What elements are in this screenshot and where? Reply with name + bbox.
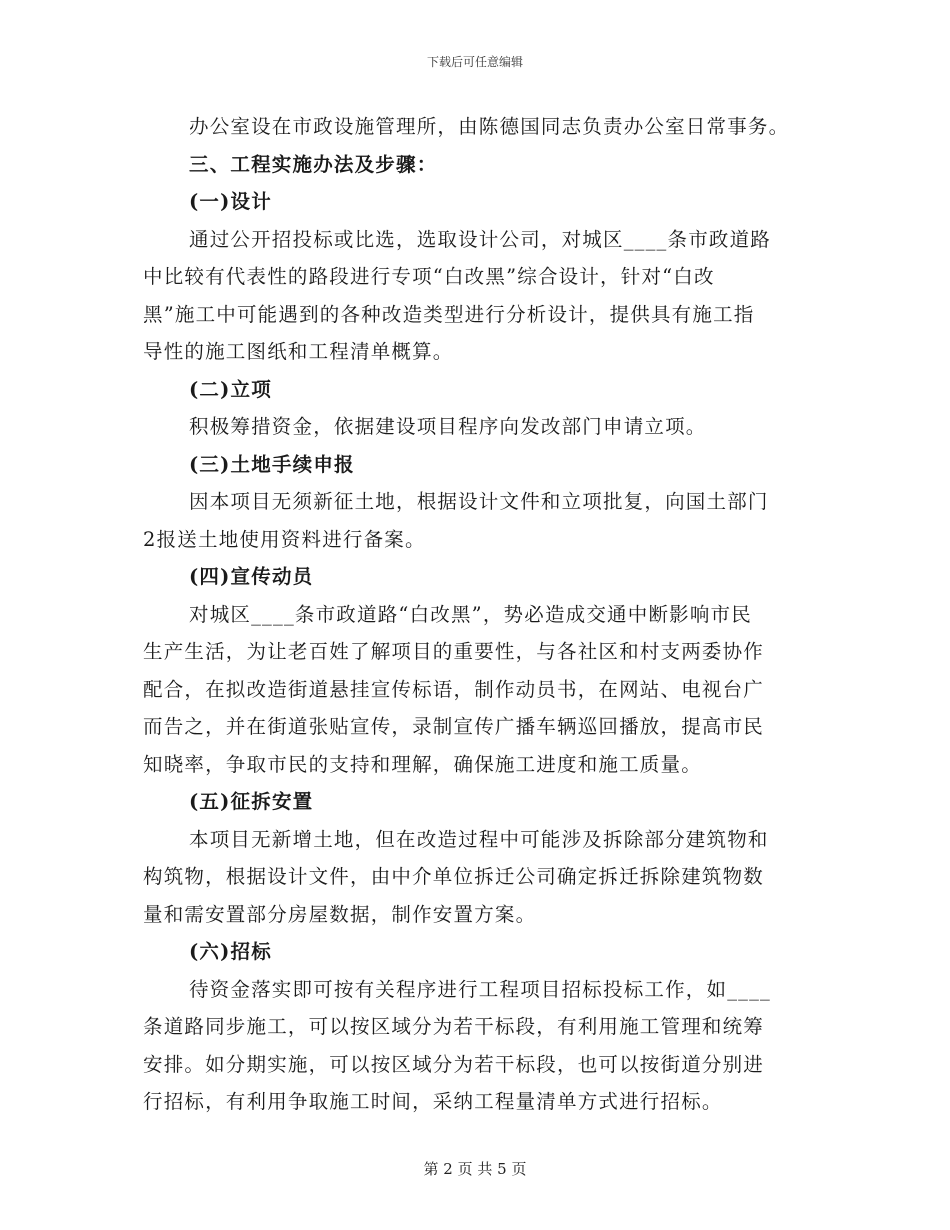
section-heading: (五)征拆安置 [189, 790, 314, 813]
section-heading: (一)设计 [189, 190, 272, 213]
paragraph-line: 2报送土地使用资料进行备案。 [143, 527, 426, 551]
paragraph-line: 因本项目无须新征土地，根据设计文件和立项批复，向国土部门 [189, 490, 769, 513]
paragraph-line: 中比较有代表性的路段进行专项“白改黑”综合设计，针对“白改 [143, 265, 715, 288]
paragraph-line: 本项目无新增土地，但在改造过程中可能涉及拆除部分建筑物和 [189, 827, 769, 851]
paragraph-line: 条道路同步施工，可以按区域分为若干标段，有利用施工管理和统筹 [143, 1015, 765, 1038]
section-heading: (二)立项 [189, 377, 272, 401]
page-footer: 第 2 页 共 5 页 [423, 1160, 527, 1178]
paragraph-line: 量和需安置部分房屋数据，制作安置方案。 [143, 902, 537, 926]
paragraph-line: 对城区____条市政道路“白改黑”，势必造成交通中断影响市民 [189, 602, 752, 626]
page-header: 下载后可任意编辑 [426, 55, 523, 69]
paragraph-line: 积极筹措资金，依据建设项目程序向发改部门申请立项。 [189, 415, 707, 438]
paragraph-line: 而告之，并在街道张贴宣传，录制宣传广播车辆巡回播放，提高市民 [143, 715, 765, 738]
paragraph-line: 知晓率，争取市民的支持和理解，确保施工进度和施工质量。 [143, 752, 702, 776]
paragraph-line: 黑”施工中可能遇到的各种改造类型进行分析设计，提供具有施工指 [143, 302, 755, 326]
section-heading: (三)土地手续申报 [189, 452, 355, 476]
paragraph-line: 待资金落实即可按有关程序进行工程项目招标投标工作，如____ [189, 977, 772, 1001]
section-heading: 三、工程实施办法及步骤： [189, 152, 438, 176]
paragraph-line: 配合，在拟改造街道悬挂宣传标语，制作动员书，在网站、电视台广 [143, 677, 765, 701]
paragraph-line: 办公室设在市政设施管理所，由陈德国同志负责办公室日常事务。 [189, 115, 790, 138]
paragraph-line: 安排。如分期实施，可以按区域分为若干标段，也可以按街道分别进 [143, 1052, 765, 1076]
section-heading: (四)宣传动员 [189, 565, 314, 588]
paragraph-line: 行招标，有利用争取施工时间，采纳工程量清单方式进行招标。 [143, 1090, 723, 1113]
paragraph-line: 通过公开招投标或比选，选取设计公司，对城区____条市政道路 [189, 227, 772, 251]
document-body [143, 108, 803, 1121]
section-heading: (六)招标 [189, 940, 272, 963]
paragraph-line: 导性的施工图纸和工程清单概算。 [143, 340, 454, 363]
paragraph-line: 构筑物，根据设计文件，由中介单位拆迁公司确定拆迁拆除建筑物数 [143, 865, 765, 888]
paragraph-line: 生产生活，为让老百姓了解项目的重要性，与各社区和村支两委协作 [143, 640, 765, 663]
